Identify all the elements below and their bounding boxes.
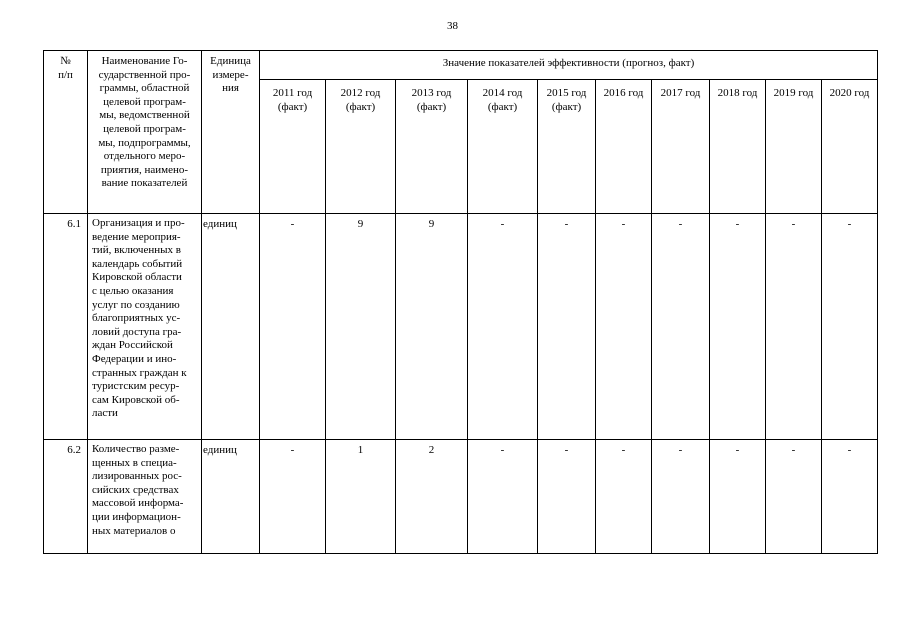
header-year-2015 (538, 80, 596, 214)
indicator-name (88, 214, 202, 440)
header-year-2020-text: 2020 год (829, 87, 870, 99)
unit-cell: единиц (202, 440, 260, 554)
value-2011: - (260, 214, 326, 440)
header-year-2020 (822, 80, 878, 214)
value-2012: 1 (326, 440, 396, 554)
header-year-2011-text: 2011 год (факт) (272, 87, 313, 113)
value-2018: - (710, 214, 766, 440)
header-values-group: Значение показателей эффективности (прогноз, факт) (260, 51, 878, 80)
header-year-2014 (468, 80, 538, 214)
header-year-2013 (396, 80, 468, 214)
value-2016: - (596, 214, 652, 440)
value-2017: - (652, 214, 710, 440)
value-2019: - (766, 440, 822, 554)
value-2015: - (538, 440, 596, 554)
header-year-2018 (710, 80, 766, 214)
value-2015: - (538, 214, 596, 440)
value-2016: - (596, 440, 652, 554)
indicators-table (43, 50, 878, 554)
value-2012: 9 (326, 214, 396, 440)
value-2014: - (468, 440, 538, 554)
header-unit (202, 51, 260, 214)
value-2018: - (710, 440, 766, 554)
value-2013: 9 (396, 214, 468, 440)
header-year-2012-text: 2012 год (факт) (340, 87, 381, 113)
header-year-2017 (652, 80, 710, 214)
header-year-2016 (596, 80, 652, 214)
header-name-text: Наименование Го- сударственной про- граммы, областной целевой програм- мы, ведомственной целевой програм- мы, подпрограммы, отдельного меро- приятия, наимено- вание показателей (98, 55, 191, 190)
header-year-2011 (260, 80, 326, 214)
page-number: 38 (447, 20, 458, 32)
table-row (44, 440, 878, 554)
header-number-text: № п/п (58, 55, 73, 81)
value-2020: - (822, 214, 878, 440)
header-year-2016-text: 2016 год (603, 87, 644, 99)
indicator-name (88, 440, 202, 554)
value-2014: - (468, 214, 538, 440)
value-2011: - (260, 440, 326, 554)
indicator-name-text: Организация и про- ведение мероприя- тий, включенных в календарь событий Кировской области с целью оказания услуг по созданию благоприятных ус- ловий доступа гра- ждан Российской Федерации и ино- странных граждан к туристским ресур- сам Кировской об- ласти (92, 217, 187, 420)
header-name (88, 51, 202, 214)
header-year-2018-text: 2018 год (717, 87, 758, 99)
value-2019: - (766, 214, 822, 440)
header-year-2014-text: 2014 год (факт) (482, 87, 523, 113)
row-number: 6.2 (44, 440, 88, 554)
header-year-2015-text: 2015 год (факт) (546, 87, 587, 113)
value-2020: - (822, 440, 878, 554)
unit-cell: единиц (202, 214, 260, 440)
header-row-1 (44, 51, 878, 80)
indicator-name-text: Количество разме- щенных в специа- лизированных рос- сийских средствах массовой информа- ции информацион- ных материалов о (92, 443, 184, 537)
row-number: 6.1 (44, 214, 88, 440)
header-year-2013-text: 2013 год (факт) (411, 87, 452, 113)
header-year-2012 (326, 80, 396, 214)
header-year-2019-text: 2019 год (773, 87, 814, 99)
header-year-2019 (766, 80, 822, 214)
table-row (44, 214, 878, 440)
header-number (44, 51, 88, 214)
header-unit-text: Единица измере- ния (210, 55, 251, 95)
value-2013: 2 (396, 440, 468, 554)
header-year-2017-text: 2017 год (660, 87, 701, 99)
value-2017: - (652, 440, 710, 554)
